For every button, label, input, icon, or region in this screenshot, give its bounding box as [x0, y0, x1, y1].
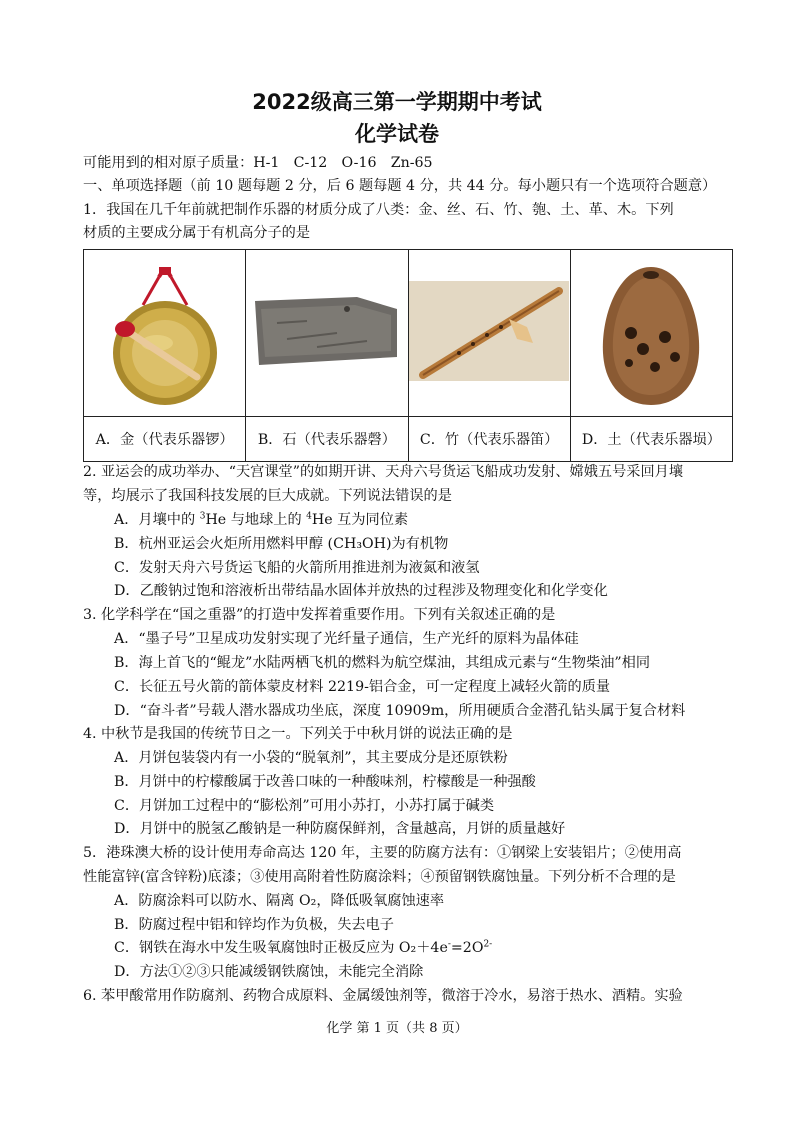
q5-stem-line1: 5．港珠澳大桥的设计使用寿命高达 120 年，主要的防腐方法有：①钢梁上安装铝片；②使用高 — [83, 845, 682, 861]
bamboo-flute-image — [409, 253, 569, 413]
q5-option-c: C．钢铁在海水中发生吸氧腐蚀时正极反应为 $O_2+4e^-=2O^{2-}$ — [114, 939, 493, 956]
q3-option-d: D．“奋斗者”号载人潜水器成功坐底，深度 10909m，所用硬质合金潜孔钻头属于复合材料 — [114, 703, 686, 719]
q1-option-d: D．土（代表乐器埙） — [570, 417, 732, 462]
q1-stem-line2: 材质的主要成分属于有机高分子的是 — [83, 225, 311, 241]
q1-cell-d-image — [570, 250, 732, 417]
section-one-heading: 一、单项选择题（前 10 题每题 2 分，后 6 题每题 4 分，共 44 分。每小题只有一个选项符合题意） — [83, 178, 717, 194]
q1-option-c: C．竹（代表乐器笛） — [408, 417, 570, 462]
q2-option-c: C．发射天舟六号货运飞船的火箭所用推进剂为液氮和液氢 — [114, 560, 480, 576]
q5-stem-line2: 性能富锌(富含锌粉)底漆；③使用高附着性防腐涂料；④预留钢铁腐蚀量。下列分析不合理的是 — [83, 869, 676, 885]
q3-option-b: B．海上首飞的“鲲龙”水陆两栖飞机的燃料为航空煤油，其组成元素与“生物柴油”相同 — [114, 655, 651, 671]
q1-cell-c-image — [408, 250, 570, 417]
q5-option-d: D．方法①②③只能减缓钢铁腐蚀，未能完全消除 — [114, 964, 424, 980]
page-footer: 化学 第 1 页（共 8 页） — [326, 1021, 468, 1036]
q4-stem: 4. 中秋节是我国的传统节日之一。下列关于中秋月饼的说法正确的是 — [83, 726, 513, 742]
q1-option-b: B．石（代表乐器磬） — [246, 417, 408, 462]
exam-subtitle: 化学试卷 — [355, 122, 439, 146]
q4-option-c: C．月饼加工过程中的“膨松剂”可用小苏打，小苏打属于碱类 — [114, 798, 495, 814]
q5-option-a: A．防腐涂料可以防水、隔离 O₂，降低吸氧腐蚀速率 — [114, 893, 445, 909]
q1-cell-a-image — [84, 250, 246, 417]
stone-chime-image — [247, 253, 407, 413]
xun-image — [571, 253, 731, 413]
exam-title: 2022级高三第一学期期中考试 — [252, 90, 542, 114]
q1-options-table — [83, 249, 733, 462]
q3-option-c: C．长征五号火箭的箭体蒙皮材料 2219-铝合金，可一定程度上减轻火箭的质量 — [114, 679, 611, 695]
q4-option-b: B．月饼中的柠檬酸属于改善口味的一种酸味剂，柠檬酸是一种强酸 — [114, 774, 536, 790]
q2-stem-line2: 等，均展示了我国科技发展的巨大成就。下列说法错误的是 — [83, 488, 452, 504]
q4-option-a: A．月饼包装袋内有一小袋的“脱氧剂”，其主要成分是还原铁粉 — [114, 750, 508, 766]
q6-stem-line1: 6. 苯甲酸常用作防腐剂、药物合成原料、金属缓蚀剂等，微溶于冷水，易溶于热水、酒精。实验 — [83, 988, 683, 1004]
q5-option-b: B．防腐过程中铝和锌均作为负极，失去电子 — [114, 917, 394, 933]
gong-image — [85, 253, 245, 413]
q1-option-a: A．金（代表乐器锣） — [84, 417, 246, 462]
q2-option-d: D．乙酸钠过饱和溶液析出带结晶水固体并放热的过程涉及物理变化和化学变化 — [114, 583, 608, 599]
q4-option-d: D．月饼中的脱氢乙酸钠是一种防腐保鲜剂，含量越高，月饼的质量越好 — [114, 821, 566, 837]
q2-stem-line1: 2. 亚运会的成功举办、“天宫课堂”的如期开讲、天舟六号货运飞船成功发射、嫦娥五号采回月壤 — [83, 464, 684, 480]
q1-stem-line1: 1．我国在几千年前就把制作乐器的材质分成了八类：金、丝、石、竹、匏、土、革、木。下列 — [83, 202, 674, 218]
q3-stem: 3. 化学科学在“国之重器”的打造中发挥着重要作用。下列有关叙述正确的是 — [83, 607, 556, 623]
q1-cell-b-image — [246, 250, 408, 417]
q2-option-b: B．杭州亚运会火炬所用燃料甲醇 (CH₃OH)为有机物 — [114, 536, 449, 552]
q2-option-a: A．月壤中的 $^3$He 与地球上的 $^4$He 互为同位素 — [114, 511, 409, 528]
q3-option-a: A．“墨子号”卫星成功发射实现了光纤量子通信，生产光纤的原料为晶体硅 — [114, 631, 579, 647]
atomic-masses-line: 可能用到的相对原子质量：H-1 C-12 O-16 Zn-65 — [83, 155, 433, 171]
